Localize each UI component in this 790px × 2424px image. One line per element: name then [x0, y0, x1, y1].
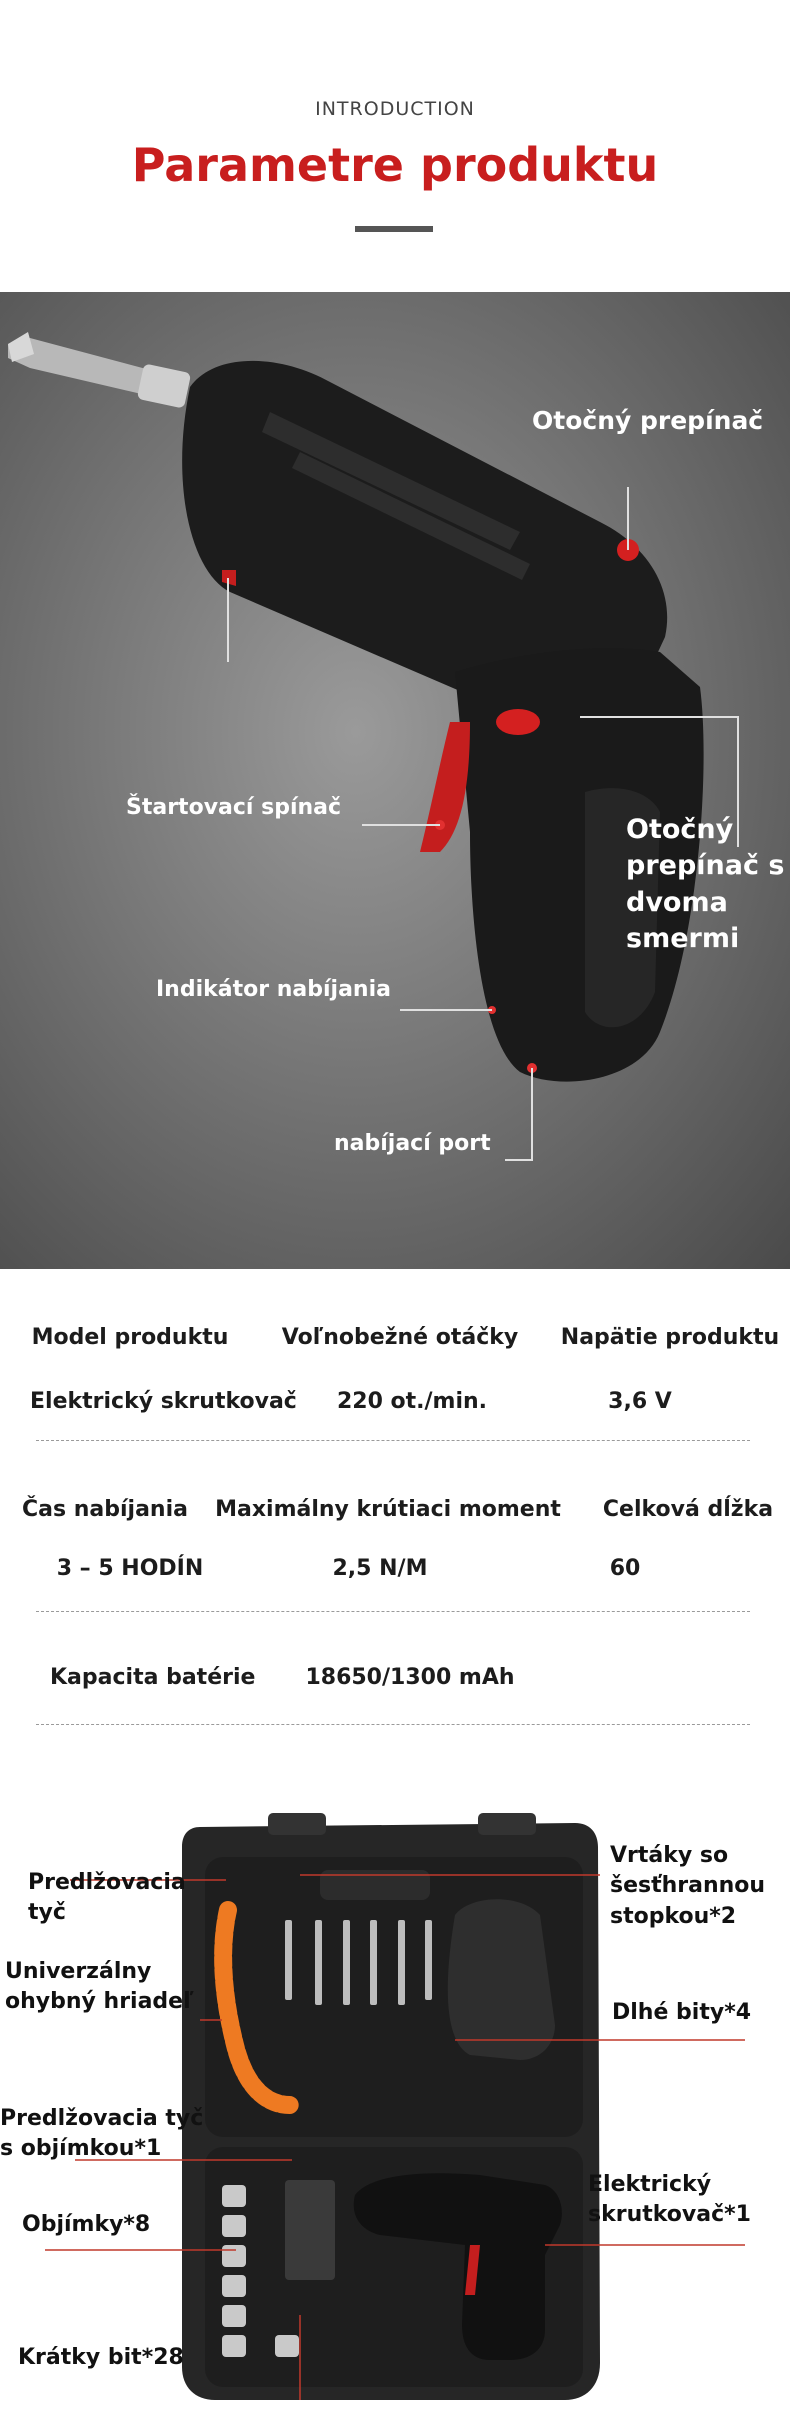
- kit-label-short-bits: Krátky bit*28: [18, 2345, 184, 2370]
- kit-contents: [0, 1775, 790, 2420]
- spec-value: 3 – 5 HODÍN: [56, 1556, 204, 1581]
- label-bidirectional-switch: Otočný prepínač s dvoma smermi: [626, 814, 785, 955]
- label-rotary-switch: Otočný prepínač: [532, 406, 764, 435]
- direction-knob: [496, 709, 540, 735]
- spec-header: Maximálny krútiaci moment: [215, 1497, 561, 1522]
- label-start-switch: Štartovací spínač: [126, 795, 342, 820]
- section-eyebrow: INTRODUCTION: [315, 98, 475, 120]
- kit-label-screwdriver: Elektrický skrutkovač*1: [588, 2172, 751, 2228]
- spec-header: Voľnobežné otáčky: [281, 1325, 519, 1350]
- kit-label-flex-shaft: Univerzálny ohybný hriadeľ: [5, 1959, 194, 2015]
- spec-divider: [36, 1611, 750, 1612]
- kit-label-long-bits: Dlhé bity*4: [612, 2000, 752, 2025]
- short-bits-group: [285, 2180, 335, 2280]
- label-charge-indicator: Indikátor nabíjania: [156, 977, 391, 1002]
- spec-header: Celková dĺžka: [602, 1497, 774, 1522]
- label-charging-port: nabíjací port: [334, 1131, 491, 1156]
- spec-value: 18650/1300 mAh: [305, 1665, 515, 1690]
- spec-header: Napätie produktu: [560, 1325, 780, 1350]
- title-underline: [355, 226, 433, 232]
- page-title: Parametre produktu: [131, 138, 659, 192]
- bit-collar: [137, 363, 191, 408]
- spec-divider: [36, 1724, 750, 1725]
- product-hero: [0, 292, 790, 1269]
- spec-value: 3,6 V: [608, 1389, 672, 1414]
- spec-header: Čas nabíjania: [22, 1497, 188, 1522]
- spec-value: Elektrický skrutkovač: [30, 1389, 297, 1414]
- screwdriver-illustration: [0, 292, 790, 1269]
- kit-label-sockets: Objímky*8: [22, 2212, 151, 2237]
- spec-header: Model produktu: [31, 1325, 229, 1350]
- kit-label-extension-sleeve: Predlžovacia tyč s objímkou*1: [0, 2106, 204, 2162]
- spec-header: Kapacita batérie: [50, 1665, 256, 1690]
- kit-label-hex-drills: Vrtáky so šesťhrannou stopkou*2: [610, 1843, 766, 1929]
- spec-value: 220 ot./min.: [336, 1389, 488, 1414]
- spec-value: 60: [609, 1556, 641, 1581]
- trigger: [420, 722, 470, 852]
- kit-label-extension-rod: Predlžovacia tyč: [28, 1870, 186, 1926]
- spec-value: 2,5 N/M: [332, 1556, 428, 1581]
- spec-divider: [36, 1440, 750, 1441]
